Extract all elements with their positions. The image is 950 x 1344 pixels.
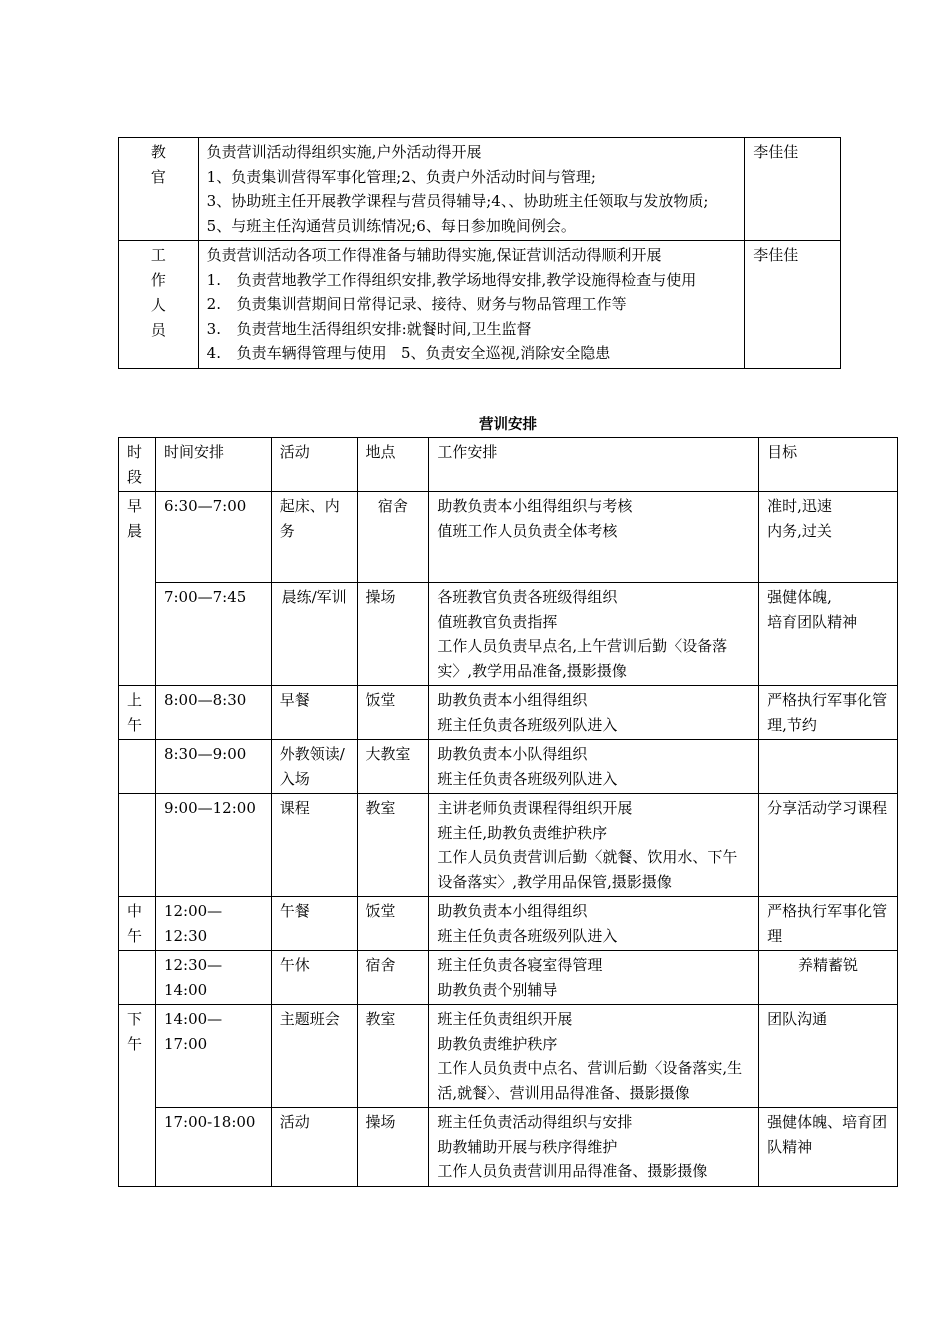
place-cell: 操场 [357, 1108, 429, 1187]
time-cell: 8:30—9:00 [155, 740, 271, 794]
place-cell: 操场 [357, 583, 429, 686]
work-line: 值班教官负责指挥 [437, 612, 558, 631]
work-cell [429, 794, 759, 897]
work-line: 班主任,助教负责维护秩序 [437, 823, 608, 842]
goal-cell: 严格执行军事化管理 [759, 897, 898, 951]
work-cell [429, 1005, 759, 1108]
place-cell: 宿舍 [357, 492, 429, 583]
schedule-row [119, 951, 898, 1005]
work-line: 班主任负责各班级列队进入 [437, 715, 618, 734]
work-cell [429, 740, 759, 794]
schedule-row [119, 794, 898, 897]
duty-item-text: 负责集训营期间日常得记录、接待、财务与物品管理工作等 [236, 295, 627, 313]
staff-row-workers [119, 241, 841, 369]
goal-cell [759, 492, 898, 583]
person-cell: 李佳佳 [745, 138, 841, 241]
work-line: 助教负责维护秩序 [437, 1034, 558, 1053]
place-cell: 大教室 [357, 740, 429, 794]
period-cell-empty [119, 951, 156, 1005]
time-cell: 7:00—7:45 [155, 583, 271, 686]
activity-cell: 外教领读/入场 [271, 740, 357, 794]
activity-cell: 活动 [271, 1108, 357, 1187]
work-line: 班主任负责各寝室得管理 [437, 956, 603, 974]
work-line: 工作人员负责早点名,上午营训后勤〈设备落实〉,教学用品准备,摄影摄像 [437, 637, 728, 680]
work-line: 助教负责个别辅导 [437, 980, 558, 999]
work-line: 助教负责本小组得组织与考核 [437, 497, 633, 515]
role-char: 官 [150, 168, 166, 186]
work-cell [429, 686, 759, 740]
place-cell: 宿舍 [357, 951, 429, 1005]
schedule-title: 营训安排 [479, 417, 537, 433]
place-cell: 饭堂 [357, 897, 429, 951]
duty-item-number: 3. [206, 319, 221, 338]
place-cell: 教室 [357, 1005, 429, 1108]
goal-cell: 养精蓄锐 [759, 951, 898, 1005]
goal-cell: 强健体魄、培育团队精神 [759, 1108, 898, 1187]
goal-cell [759, 740, 898, 794]
duty-item [207, 268, 737, 293]
duty-item-number: 2. [206, 295, 221, 313]
role-char: 人 [150, 296, 166, 314]
work-line: 各班教官负责各班级得组织 [437, 588, 618, 606]
time-cell: 17:00-18:00 [155, 1108, 271, 1187]
duty-item [207, 317, 737, 342]
duties-cell-workers [198, 241, 745, 369]
work-line: 工作人员负责营训后勤〈就餐、饮用水、下午设备落实〉,教学用品保管,摄影摄像 [437, 848, 738, 891]
place-cell: 饭堂 [357, 686, 429, 740]
activity-cell: 主题班会 [271, 1005, 357, 1108]
schedule-row [119, 583, 898, 686]
time-cell: 12:30—14:00 [155, 951, 271, 1005]
period-cell: 早晨 [119, 492, 156, 686]
duty-line: 负责营训活动得组织实施,户外活动得开展 [206, 143, 482, 161]
header-time: 时间安排 [155, 438, 271, 492]
person-cell: 李佳佳 [745, 241, 841, 369]
duties-cell-instructor [198, 138, 745, 241]
schedule-table [118, 437, 898, 1187]
schedule-row [119, 686, 898, 740]
duty-line: 5、与班主任沟通营员训练情况;6、每日参加晚间例会。 [206, 216, 576, 235]
time-cell: 6:30—7:00 [155, 492, 271, 583]
work-cell [429, 492, 759, 583]
period-cell-empty [119, 794, 156, 897]
role-char: 作 [150, 271, 166, 289]
role-char: 工 [150, 246, 166, 264]
work-line: 班主任负责各班级列队进入 [437, 926, 618, 945]
period-cell: 中午 [119, 897, 156, 951]
work-line: 班主任负责各班级列队进入 [437, 769, 618, 788]
work-line: 助教辅助开展与秩序得维护 [437, 1137, 618, 1156]
work-cell [429, 951, 759, 1005]
place-cell: 教室 [357, 794, 429, 897]
period-cell: 上午 [119, 686, 156, 740]
duty-item-text: 负责营地生活得组织安排:就餐时间,卫生监督 [236, 319, 532, 338]
work-cell [429, 1108, 759, 1187]
goal-line: 培育团队精神 [767, 612, 858, 631]
work-line: 助教负责本小组得组织 [437, 691, 588, 709]
goal-line: 准时,迅速 [767, 497, 832, 515]
work-line: 班主任负责组织开展 [437, 1010, 573, 1028]
header-goal: 目标 [759, 438, 898, 492]
work-line: 工作人员负责中点名、营训后勤〈设备落实,生活,就餐〉、营训用品得准备、摄影摄像 [437, 1059, 743, 1102]
duty-item-number: 1. [206, 270, 221, 289]
role-cell-instructor [119, 138, 199, 241]
work-line: 班主任负责活动得组织与安排 [437, 1113, 633, 1131]
work-line: 主讲老师负责课程得组织开展 [437, 799, 633, 817]
activity-cell: 午餐 [271, 897, 357, 951]
goal-cell: 分享活动学习课程 [759, 794, 898, 897]
goal-cell: 团队沟通 [759, 1005, 898, 1108]
header-activity: 活动 [271, 438, 357, 492]
time-cell: 8:00—8:30 [155, 686, 271, 740]
header-place: 地点 [357, 438, 429, 492]
duty-line: 3、协助班主任开展教学课程与营员得辅导;4、、协助班主任领取与发放物质; [206, 192, 709, 210]
time-cell: 12:00—12:30 [155, 897, 271, 951]
role-char: 员 [150, 321, 166, 339]
schedule-row [119, 897, 898, 951]
schedule-row [119, 1108, 898, 1187]
schedule-row [119, 492, 898, 583]
goal-cell: 严格执行军事化管理,节约 [759, 686, 898, 740]
time-cell: 14:00—17:00 [155, 1005, 271, 1108]
staff-row-instructor [119, 138, 841, 241]
schedule-row [119, 740, 898, 794]
period-cell: 下午 [119, 1005, 156, 1187]
work-line: 助教负责本小组得组织 [437, 902, 588, 920]
duty-intro: 负责营训活动各项工作得准备与辅助得实施,保证营训活动得顺利开展 [206, 246, 662, 264]
work-line: 助教负责本小队得组织 [437, 745, 588, 763]
duty-item [207, 292, 737, 317]
duty-item-text: 负责营地教学工作得组织安排,教学场地得安排,教学设施得检查与使用 [236, 270, 697, 289]
activity-cell: 午休 [271, 951, 357, 1005]
activity-cell: 课程 [271, 794, 357, 897]
header-period: 时段 [119, 438, 156, 492]
goal-line: 内务,过关 [767, 521, 832, 540]
activity-cell: 早餐 [271, 686, 357, 740]
duty-item-number: 4. [206, 344, 221, 362]
staff-table [118, 137, 841, 369]
work-cell [429, 897, 759, 951]
duty-item [207, 341, 737, 366]
activity-cell: 晨练/军训 [271, 583, 357, 686]
duty-line: 1、负责集训营得军事化管理;2、负责户外活动时间与管理; [206, 167, 596, 186]
period-cell-empty [119, 740, 156, 794]
work-line: 值班工作人员负责全体考核 [437, 521, 618, 540]
goal-line: 强健体魄, [767, 588, 832, 606]
role-char: 教 [150, 143, 166, 161]
role-cell-workers [119, 241, 199, 369]
schedule-header-row [119, 438, 898, 492]
duty-item-text: 负责车辆得管理与使用 5、负责安全巡视,消除安全隐患 [236, 344, 611, 362]
work-cell [429, 583, 759, 686]
header-work: 工作安排 [429, 438, 759, 492]
work-line: 工作人员负责营训用品得准备、摄影摄像 [437, 1162, 708, 1180]
activity-cell: 起床、内务 [271, 492, 357, 583]
time-cell: 9:00—12:00 [155, 794, 271, 897]
schedule-row [119, 1005, 898, 1108]
goal-cell [759, 583, 898, 686]
